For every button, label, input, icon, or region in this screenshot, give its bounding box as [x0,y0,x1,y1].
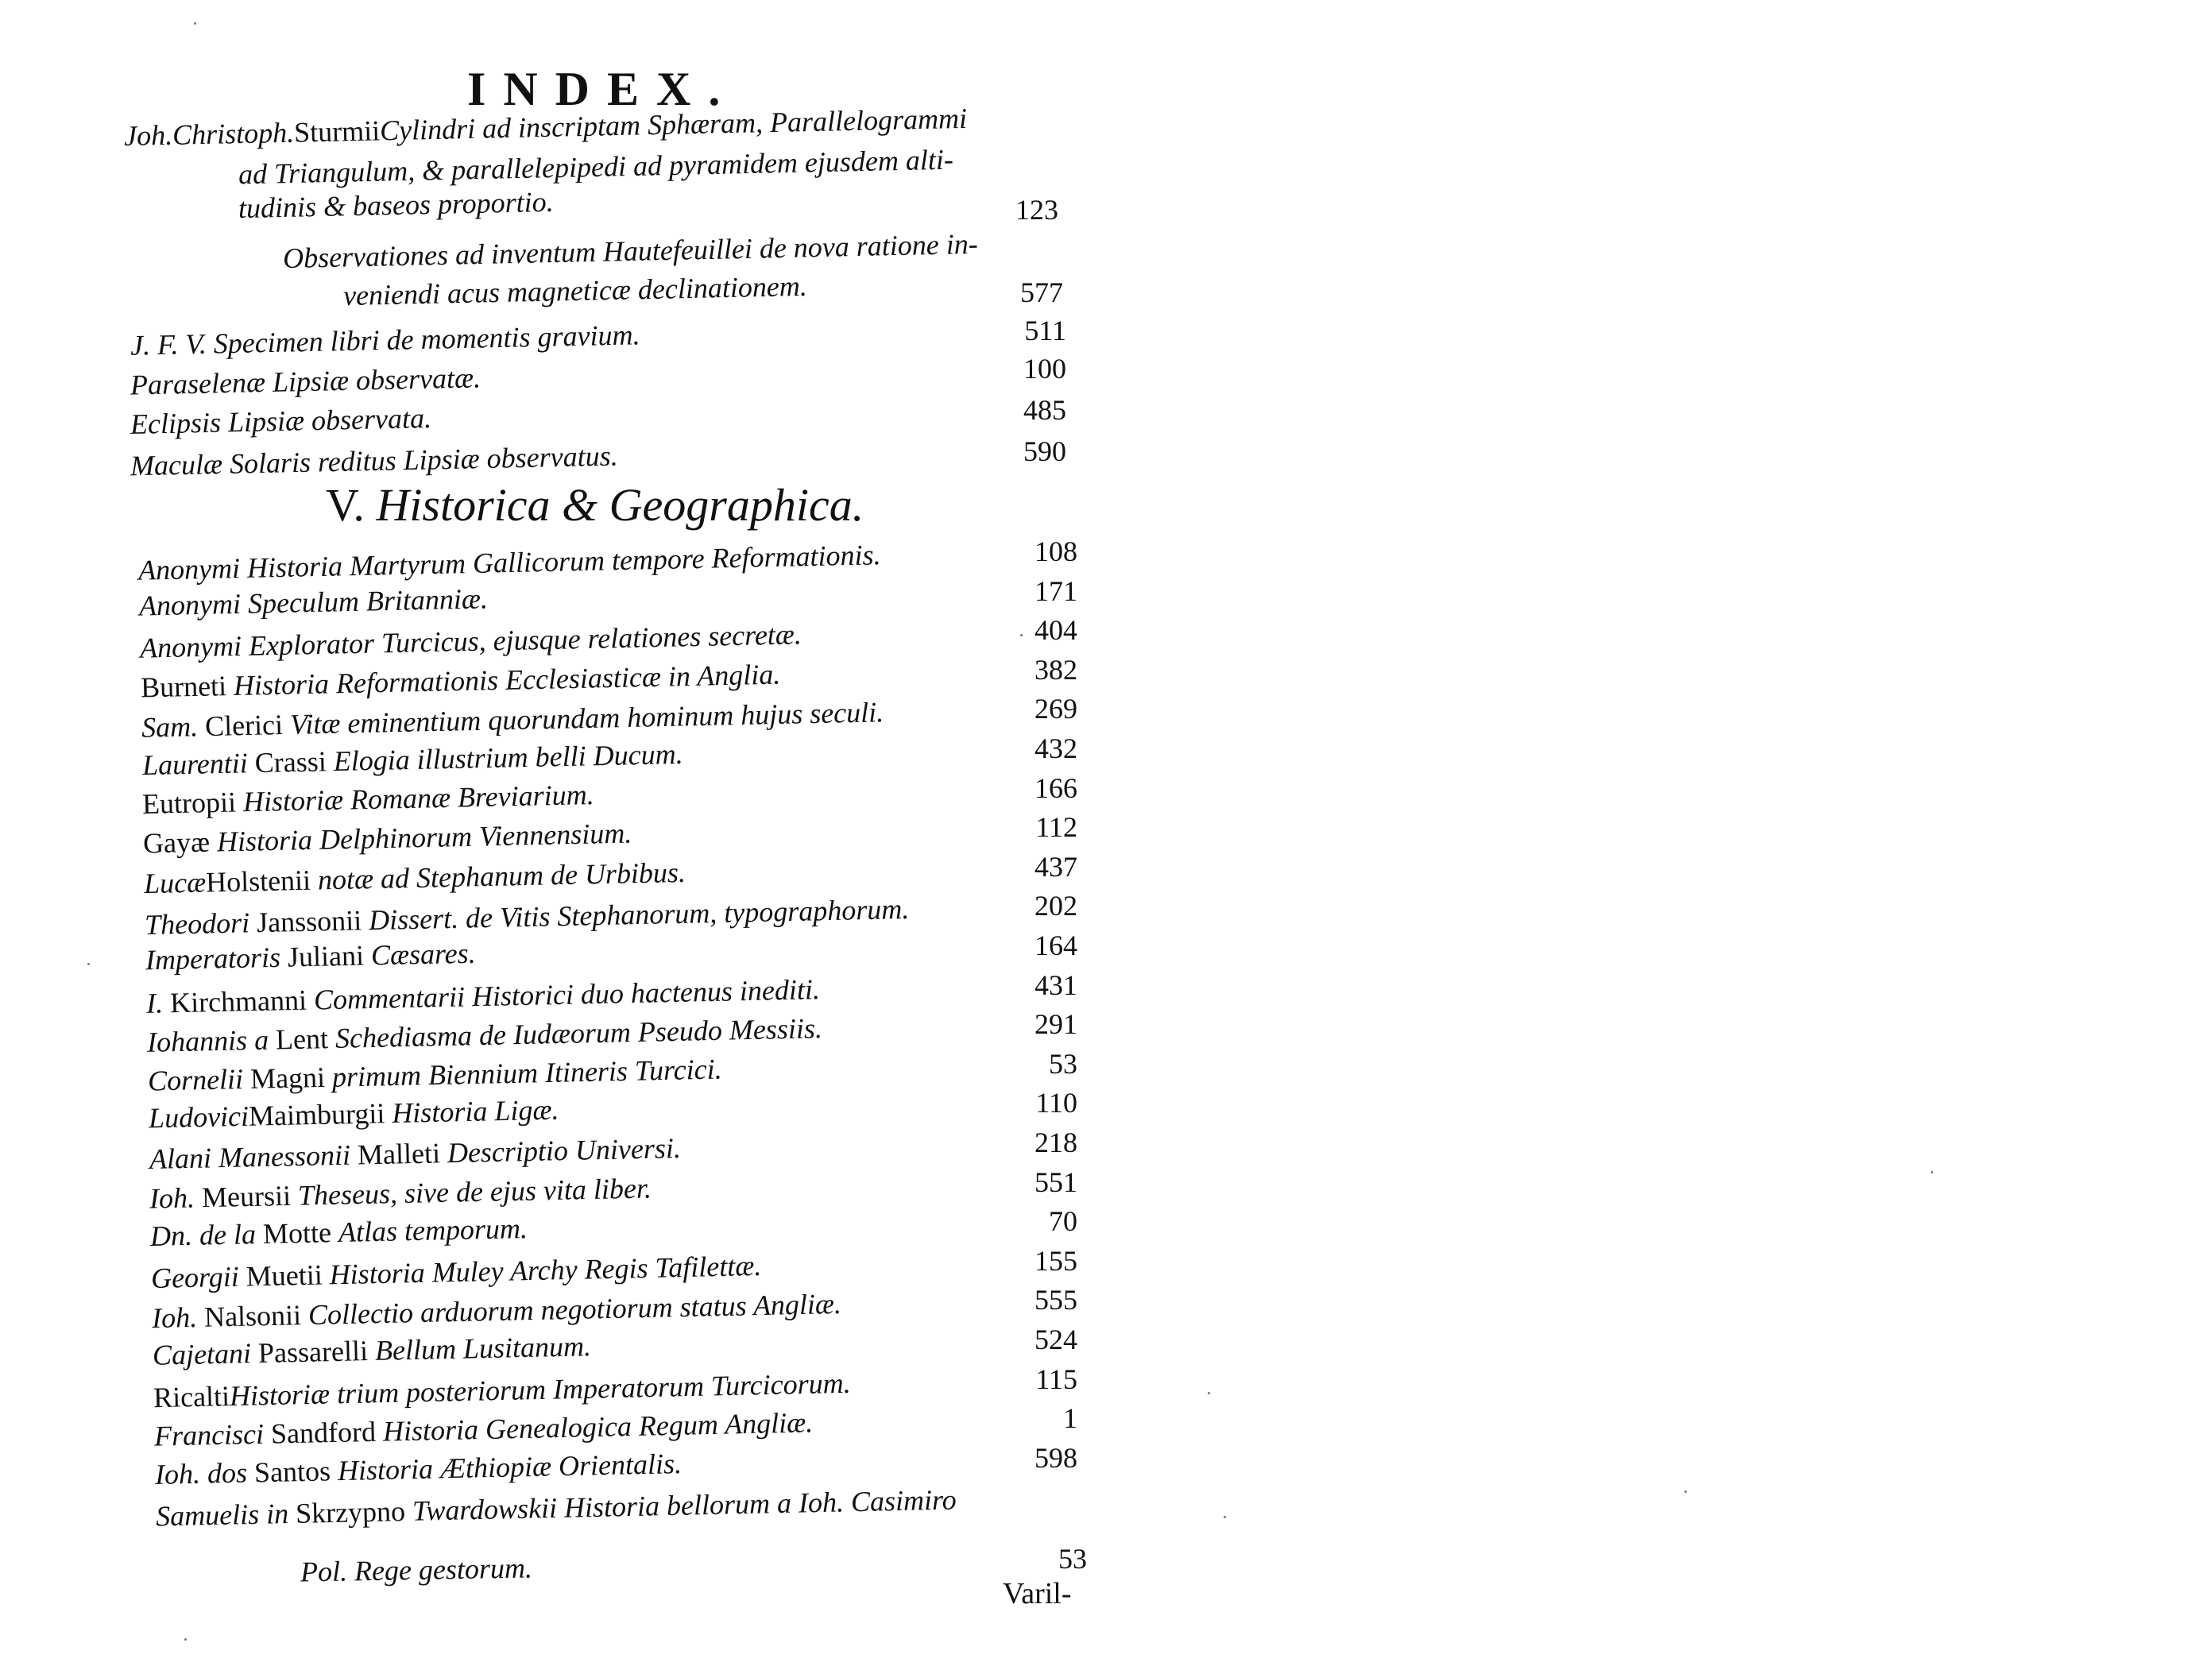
entry-page-number: 70 [1049,1205,1077,1238]
entry-page-number: 291 [1034,1008,1077,1041]
entry-text-segment: Twardowskii Historia bellorum a Ioh. Casimiro [412,1483,957,1528]
entry-text-segment: Vitæ eminentium quorundam hominum hujus seculi. [289,696,884,741]
entry-page-number: 218 [1034,1127,1077,1158]
entry-text-segment: Magni [249,1061,333,1095]
index-entry [143,819,632,858]
entry-text-segment: Historia Reformationis Ecclesiasticæ in Anglia. [233,658,781,702]
entry-text-segment: Iohannis a [146,1023,276,1059]
index-entry [141,737,684,782]
entry-text-segment: Lucæ [143,866,207,899]
index-entry [149,1131,682,1176]
entry-text-segment: Samuelis in [155,1498,296,1533]
entry-page-number: 577 [1020,276,1063,308]
entry-text-segment: Sturmii [293,114,381,149]
catchword: Varil- [1003,1577,1072,1610]
entry-text-segment: primum Biennium Itineris Turcici. [331,1053,722,1093]
entry-text-segment: Commentarii Historici duo hactenus inediti. [313,972,821,1016]
entry-text-segment: Joh.Christoph. [123,116,295,153]
index-entry-line: ad Triangulum, & parallelepipedi ad pyramidem ejusdem alti- [238,143,954,191]
entry-text-segment: Cylindri ad inscriptam Sphæram, Parallelogrammi [379,102,968,147]
entry-page-number: 431 [1034,968,1077,1001]
index-entry [153,1368,851,1411]
entry-text-segment: Theodori [144,907,257,941]
section-heading [326,478,864,532]
entry-text-segment: Anonymi Speculum Britanniæ. [138,582,489,622]
section-number: V. [326,479,365,531]
entry-page-number: 598 [1034,1441,1077,1474]
entry-page-number: 485 [1023,394,1066,426]
entry-continuation: Pol. Rege gestorum. [300,1552,533,1588]
entry-text-segment: Passarelli [257,1334,376,1369]
entry-text-segment: Maimburgii [248,1097,393,1133]
entry-text-segment: Santos [253,1454,338,1489]
entry-page-number: 551 [1034,1166,1077,1198]
entry-text-segment: Meursii [201,1179,299,1213]
index-entry [148,1054,722,1095]
entry-page-number: 590 [1023,435,1066,467]
index-entry [141,698,884,743]
entry-text-segment: Nalsonii [203,1299,309,1334]
entry-text-segment: Cornelii [147,1062,251,1097]
entry-text-segment: Dn. de la [149,1218,264,1253]
entry-page-number: 166 [1034,771,1077,804]
entry-page-number: 100 [1023,353,1066,385]
entry-text-segment: Ioh. [149,1181,203,1215]
scan-speck [194,22,196,25]
entry-text-segment: Kirchmanni [169,984,315,1019]
entry-text-segment: Descriptio Universi. [447,1131,682,1169]
section-title: Historica & Geographica. [364,479,864,531]
index-entry [145,939,476,975]
entry-page-number: 1 [1063,1402,1077,1435]
entry-text-segment: Lent [275,1022,336,1056]
entry-text-segment: Theseus, sive de ejus vita liber. [297,1171,652,1212]
index-entry [151,1251,762,1293]
entry-text-segment: Historiæ trium posteriorum Imperatorum Turcicorum. [229,1367,852,1412]
index-entry [150,1214,528,1251]
entry-text-segment: Elogia illustrium belli Ducum. [333,737,684,778]
page-title: INDEX. [467,63,738,115]
entry-text-segment: Holstenii [205,864,319,899]
index-entry [130,439,619,482]
entry-page-number: 171 [1034,574,1077,607]
entry-page-number: 432 [1034,733,1077,764]
entry-text-segment: Historia Genealogica Regum Angliæ. [382,1406,814,1448]
entry-text-segment: Anonymi Explorator Turcicus, ejusque relationes secretæ. [139,618,802,664]
index-entry [147,1014,822,1057]
scan-speck [184,1638,187,1641]
entry-text-segment: Laurentii [141,747,256,782]
entry-text-segment: Gayæ [142,825,218,860]
index-entry-line [282,227,979,275]
index-entry [144,858,686,898]
index-entry-line [123,102,968,153]
entry-text-segment: Atlas temporum. [338,1212,528,1249]
index-entry [145,895,910,939]
entry-text-segment: J. F. V. Specimen libri de momentis gravium. [130,319,640,361]
index-entry-line: tudinis & baseos proportio. [238,185,555,225]
entry-text-segment: Alani Manessonii [149,1138,358,1176]
index-entry [142,780,594,818]
entry-text-segment: Ioh. [151,1301,205,1335]
index-entry [155,1449,683,1489]
entry-text-segment: Bellum Lusitanum. [374,1330,592,1367]
entry-text-segment: Ricalti [153,1379,230,1413]
entry-page-number: 437 [1034,850,1077,883]
entry-text-segment: Georgii [150,1260,247,1294]
scan-speck [1931,1171,1933,1173]
index-entry [138,540,881,585]
scan-speck [87,963,90,965]
entry-text-segment: Observationes ad inventum Hautefeuillei de nova ratione in- [282,227,979,275]
index-entry [153,1332,592,1370]
index-entry [153,1406,814,1452]
scan-speck [1020,634,1023,636]
entry-text-segment: Collectio arduorum negotiorum status Angliæ. [307,1288,842,1332]
entry-page-number: 53 [1049,1047,1077,1080]
entry-text-segment: Burneti [140,669,234,704]
entry-page-number: 382 [1034,653,1077,686]
index-entry [130,320,640,359]
entry-page-number: 202 [1034,890,1077,922]
entry-text-segment: Sam. [141,710,206,744]
entry-text-segment: Skrzypno [295,1495,413,1530]
index-entry [149,1171,652,1215]
entry-text-segment: Historia Ligæ. [391,1093,559,1130]
entry-text-segment: Eutropii [141,785,244,820]
entry-page-number: 53 [1058,1543,1087,1575]
entry-text-segment: Anonymi Historia Martyrum Gallicorum tempore Reformationis. [137,539,881,586]
entry-text-segment: Historia Æthiopiæ Orientalis. [337,1447,683,1486]
entry-text-segment: Ioh. dos [154,1456,255,1490]
entry-text-segment: Cajetani [152,1336,259,1371]
entry-page-number: 404 [1034,614,1077,647]
entry-text-segment: Eclipsis Lipsiæ observata. [130,402,432,440]
entry-text-segment: Clerici [204,709,291,743]
index-entry [130,404,432,439]
entry-text-segment: I. [145,986,171,1019]
entry-text-segment: Francisci [153,1417,272,1452]
entry-page-number: 115 [1035,1363,1077,1395]
entry-text-segment: Maculæ Solaris reditus Lipsiæ observatus. [130,439,619,482]
entry-page-number: 112 [1035,811,1077,844]
index-entry [145,972,821,1019]
scan-speck [1684,1490,1687,1493]
entry-text-segment: Cæsares. [370,937,477,972]
entry-text-segment: Janssonii [256,904,369,939]
entry-text-segment: notæ ad Stephanum de Urbibus. [317,856,686,896]
entry-text-segment: Schediasma de Iudæorum Pseudo Messiis. [335,1012,823,1055]
entry-text-segment: Ludovici [148,1100,249,1135]
entry-page-number: 108 [1034,535,1077,567]
entry-page-number: 110 [1035,1087,1077,1119]
index-entry [148,1093,559,1135]
index-entry [141,659,781,702]
entry-page-number: 524 [1034,1324,1077,1355]
entry-text-segment: Historia Muley Archy Regis Tafilettæ. [329,1249,762,1291]
entry-page-number: 511 [1024,315,1066,346]
index-entry [130,363,481,399]
index-entry [151,1288,842,1335]
scan-speck [1224,1516,1226,1518]
entry-text-segment: Sandford [270,1415,384,1450]
index-entry-line: veniendi acus magneticæ declinationem. [342,269,808,312]
entry-text-segment: Paraselenæ Lipsiæ observatæ. [130,361,481,401]
index-entry [139,584,489,620]
entry-text-segment: Historia Delphinorum Viennensium. [216,817,632,858]
index-entry [140,620,802,662]
entry-page-number: 269 [1034,693,1077,725]
index-entry [155,1483,957,1533]
entry-page-number: 123 [1015,194,1058,226]
entry-text-segment: Dissert. de Vitis Stephanorum, typographorum. [368,893,910,937]
scan-speck [1208,1392,1210,1394]
entry-text-segment: Imperatoris [145,941,288,976]
entry-text-segment: Crassi [254,745,335,779]
entry-page-number: 164 [1034,930,1077,961]
entry-text-segment: Juliani [287,939,372,973]
entry-text-segment: Historiæ Romanæ Breviarium. [242,778,595,818]
entry-text-segment: Malleti [357,1137,448,1171]
entry-page-number: 555 [1034,1284,1077,1316]
entry-text-segment: Motte [262,1216,339,1251]
entry-page-number: 155 [1034,1244,1077,1277]
entry-text-segment: Muetii [246,1258,331,1293]
